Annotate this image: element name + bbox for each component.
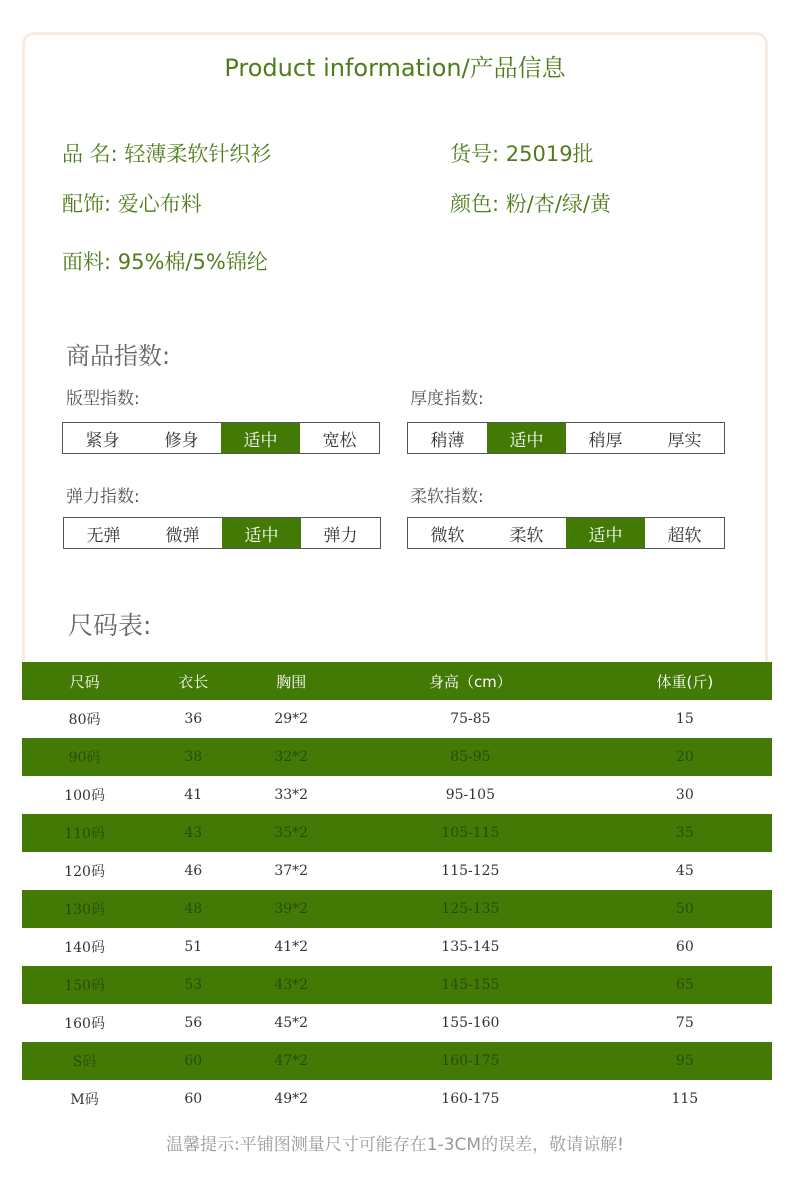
softness-option: 微软 xyxy=(430,525,465,546)
table-cell: 36 xyxy=(147,700,239,738)
table-cell: 95 xyxy=(598,1042,772,1080)
accessory: 配饰: 爱心布料 xyxy=(62,192,202,216)
fit-option: 修身 xyxy=(164,430,199,451)
thickness-index-bar xyxy=(407,422,725,454)
column-header: 体重(斤) xyxy=(598,662,772,700)
softness-index-bar xyxy=(407,517,725,549)
table-cell: 75 xyxy=(598,1004,772,1042)
table-cell: 110码 xyxy=(22,814,147,852)
table-cell: 125-135 xyxy=(343,890,598,928)
table-cell: 20 xyxy=(598,738,772,776)
size-chart-title: 尺码表: xyxy=(68,611,152,640)
table-row xyxy=(22,1042,772,1080)
thickness-option: 稍薄 xyxy=(430,430,465,451)
elastic-index-bar xyxy=(63,517,381,549)
table-cell: 60 xyxy=(147,1042,239,1080)
table-cell: 160-175 xyxy=(343,1080,598,1118)
table-cell: 65 xyxy=(598,966,772,1004)
measurement-note: 温馨提示:平铺图测量尺寸可能存在1-3CM的误差，敬请谅解! xyxy=(166,1135,624,1155)
table-cell: 39*2 xyxy=(239,890,343,928)
fit-option: 宽松 xyxy=(322,430,357,451)
table-cell: 160-175 xyxy=(343,1042,598,1080)
table-cell: 105-115 xyxy=(343,814,598,852)
table-cell: 150码 xyxy=(22,966,147,1004)
elastic-index-label: 弹力指数: xyxy=(66,487,140,507)
elastic-option: 适中 xyxy=(222,518,301,548)
table-cell: 37*2 xyxy=(239,852,343,890)
table-cell: 140码 xyxy=(22,928,147,966)
fit-option: 适中 xyxy=(221,423,300,453)
table-cell: 100码 xyxy=(22,776,147,814)
column-header: 衣长 xyxy=(147,662,239,700)
table-cell: 38 xyxy=(147,738,239,776)
table-cell: 15 xyxy=(598,700,772,738)
table-cell: 80码 xyxy=(22,700,147,738)
table-cell: 51 xyxy=(147,928,239,966)
table-cell: 30 xyxy=(598,776,772,814)
table-cell: 45 xyxy=(598,852,772,890)
table-row xyxy=(22,738,772,776)
table-row xyxy=(22,814,772,852)
table-cell: 90码 xyxy=(22,738,147,776)
fit-option: 紧身 xyxy=(85,430,120,451)
thickness-option: 厚实 xyxy=(667,430,702,451)
table-cell: 43*2 xyxy=(239,966,343,1004)
column-header: 身高（cm） xyxy=(343,662,598,700)
softness-index-label: 柔软指数: xyxy=(410,487,484,507)
table-row xyxy=(22,776,772,814)
table-cell: M码 xyxy=(22,1080,147,1118)
size-table-header xyxy=(22,662,772,700)
softness-option: 超软 xyxy=(667,525,702,546)
table-row xyxy=(22,852,772,890)
table-row xyxy=(22,928,772,966)
table-cell: 145-155 xyxy=(343,966,598,1004)
table-cell: 120码 xyxy=(22,852,147,890)
table-cell: 56 xyxy=(147,1004,239,1042)
table-cell: 50 xyxy=(598,890,772,928)
table-cell: 32*2 xyxy=(239,738,343,776)
fabric: 面料: 95%棉/5%锦纶 xyxy=(62,250,268,274)
softness-option: 适中 xyxy=(566,518,645,548)
fit-index-bar xyxy=(62,422,380,454)
table-cell: 35*2 xyxy=(239,814,343,852)
product-name: 品 名: 轻薄柔软针织衫 xyxy=(62,142,272,166)
table-cell: 60 xyxy=(147,1080,239,1118)
table-cell: 46 xyxy=(147,852,239,890)
softness-option: 柔软 xyxy=(509,525,544,546)
index-title: 商品指数: xyxy=(66,342,171,370)
table-row xyxy=(22,966,772,1004)
table-cell: 95-105 xyxy=(343,776,598,814)
table-cell: 135-145 xyxy=(343,928,598,966)
size-table xyxy=(22,662,772,1118)
table-cell: 43 xyxy=(147,814,239,852)
table-cell: 85-95 xyxy=(343,738,598,776)
table-row xyxy=(22,890,772,928)
table-row xyxy=(22,1004,772,1042)
table-cell: 130码 xyxy=(22,890,147,928)
thickness-option: 稍厚 xyxy=(588,430,623,451)
table-cell: 115-125 xyxy=(343,852,598,890)
column-header: 胸围 xyxy=(239,662,343,700)
table-cell: 60 xyxy=(598,928,772,966)
column-header: 尺码 xyxy=(22,662,147,700)
table-cell: 45*2 xyxy=(239,1004,343,1042)
elastic-option: 弹力 xyxy=(323,525,358,546)
table-cell: 155-160 xyxy=(343,1004,598,1042)
table-row xyxy=(22,700,772,738)
table-cell: 41*2 xyxy=(239,928,343,966)
table-cell: 160码 xyxy=(22,1004,147,1042)
table-cell: S码 xyxy=(22,1042,147,1080)
elastic-option: 无弹 xyxy=(86,525,121,546)
table-cell: 53 xyxy=(147,966,239,1004)
page-title: Product information/产品信息 xyxy=(224,54,566,82)
table-cell: 29*2 xyxy=(239,700,343,738)
table-cell: 48 xyxy=(147,890,239,928)
table-row xyxy=(22,1080,772,1118)
table-cell: 35 xyxy=(598,814,772,852)
elastic-option: 微弹 xyxy=(165,525,200,546)
thickness-option: 适中 xyxy=(487,423,566,453)
thickness-index-label: 厚度指数: xyxy=(410,389,484,409)
table-cell: 75-85 xyxy=(343,700,598,738)
table-cell: 41 xyxy=(147,776,239,814)
table-cell: 33*2 xyxy=(239,776,343,814)
fit-index-label: 版型指数: xyxy=(66,389,140,409)
table-cell: 115 xyxy=(598,1080,772,1118)
table-cell: 47*2 xyxy=(239,1042,343,1080)
item-number: 货号: 25019批 xyxy=(450,142,594,166)
color-options: 颜色: 粉/杏/绿/黄 xyxy=(450,192,611,216)
table-cell: 49*2 xyxy=(239,1080,343,1118)
